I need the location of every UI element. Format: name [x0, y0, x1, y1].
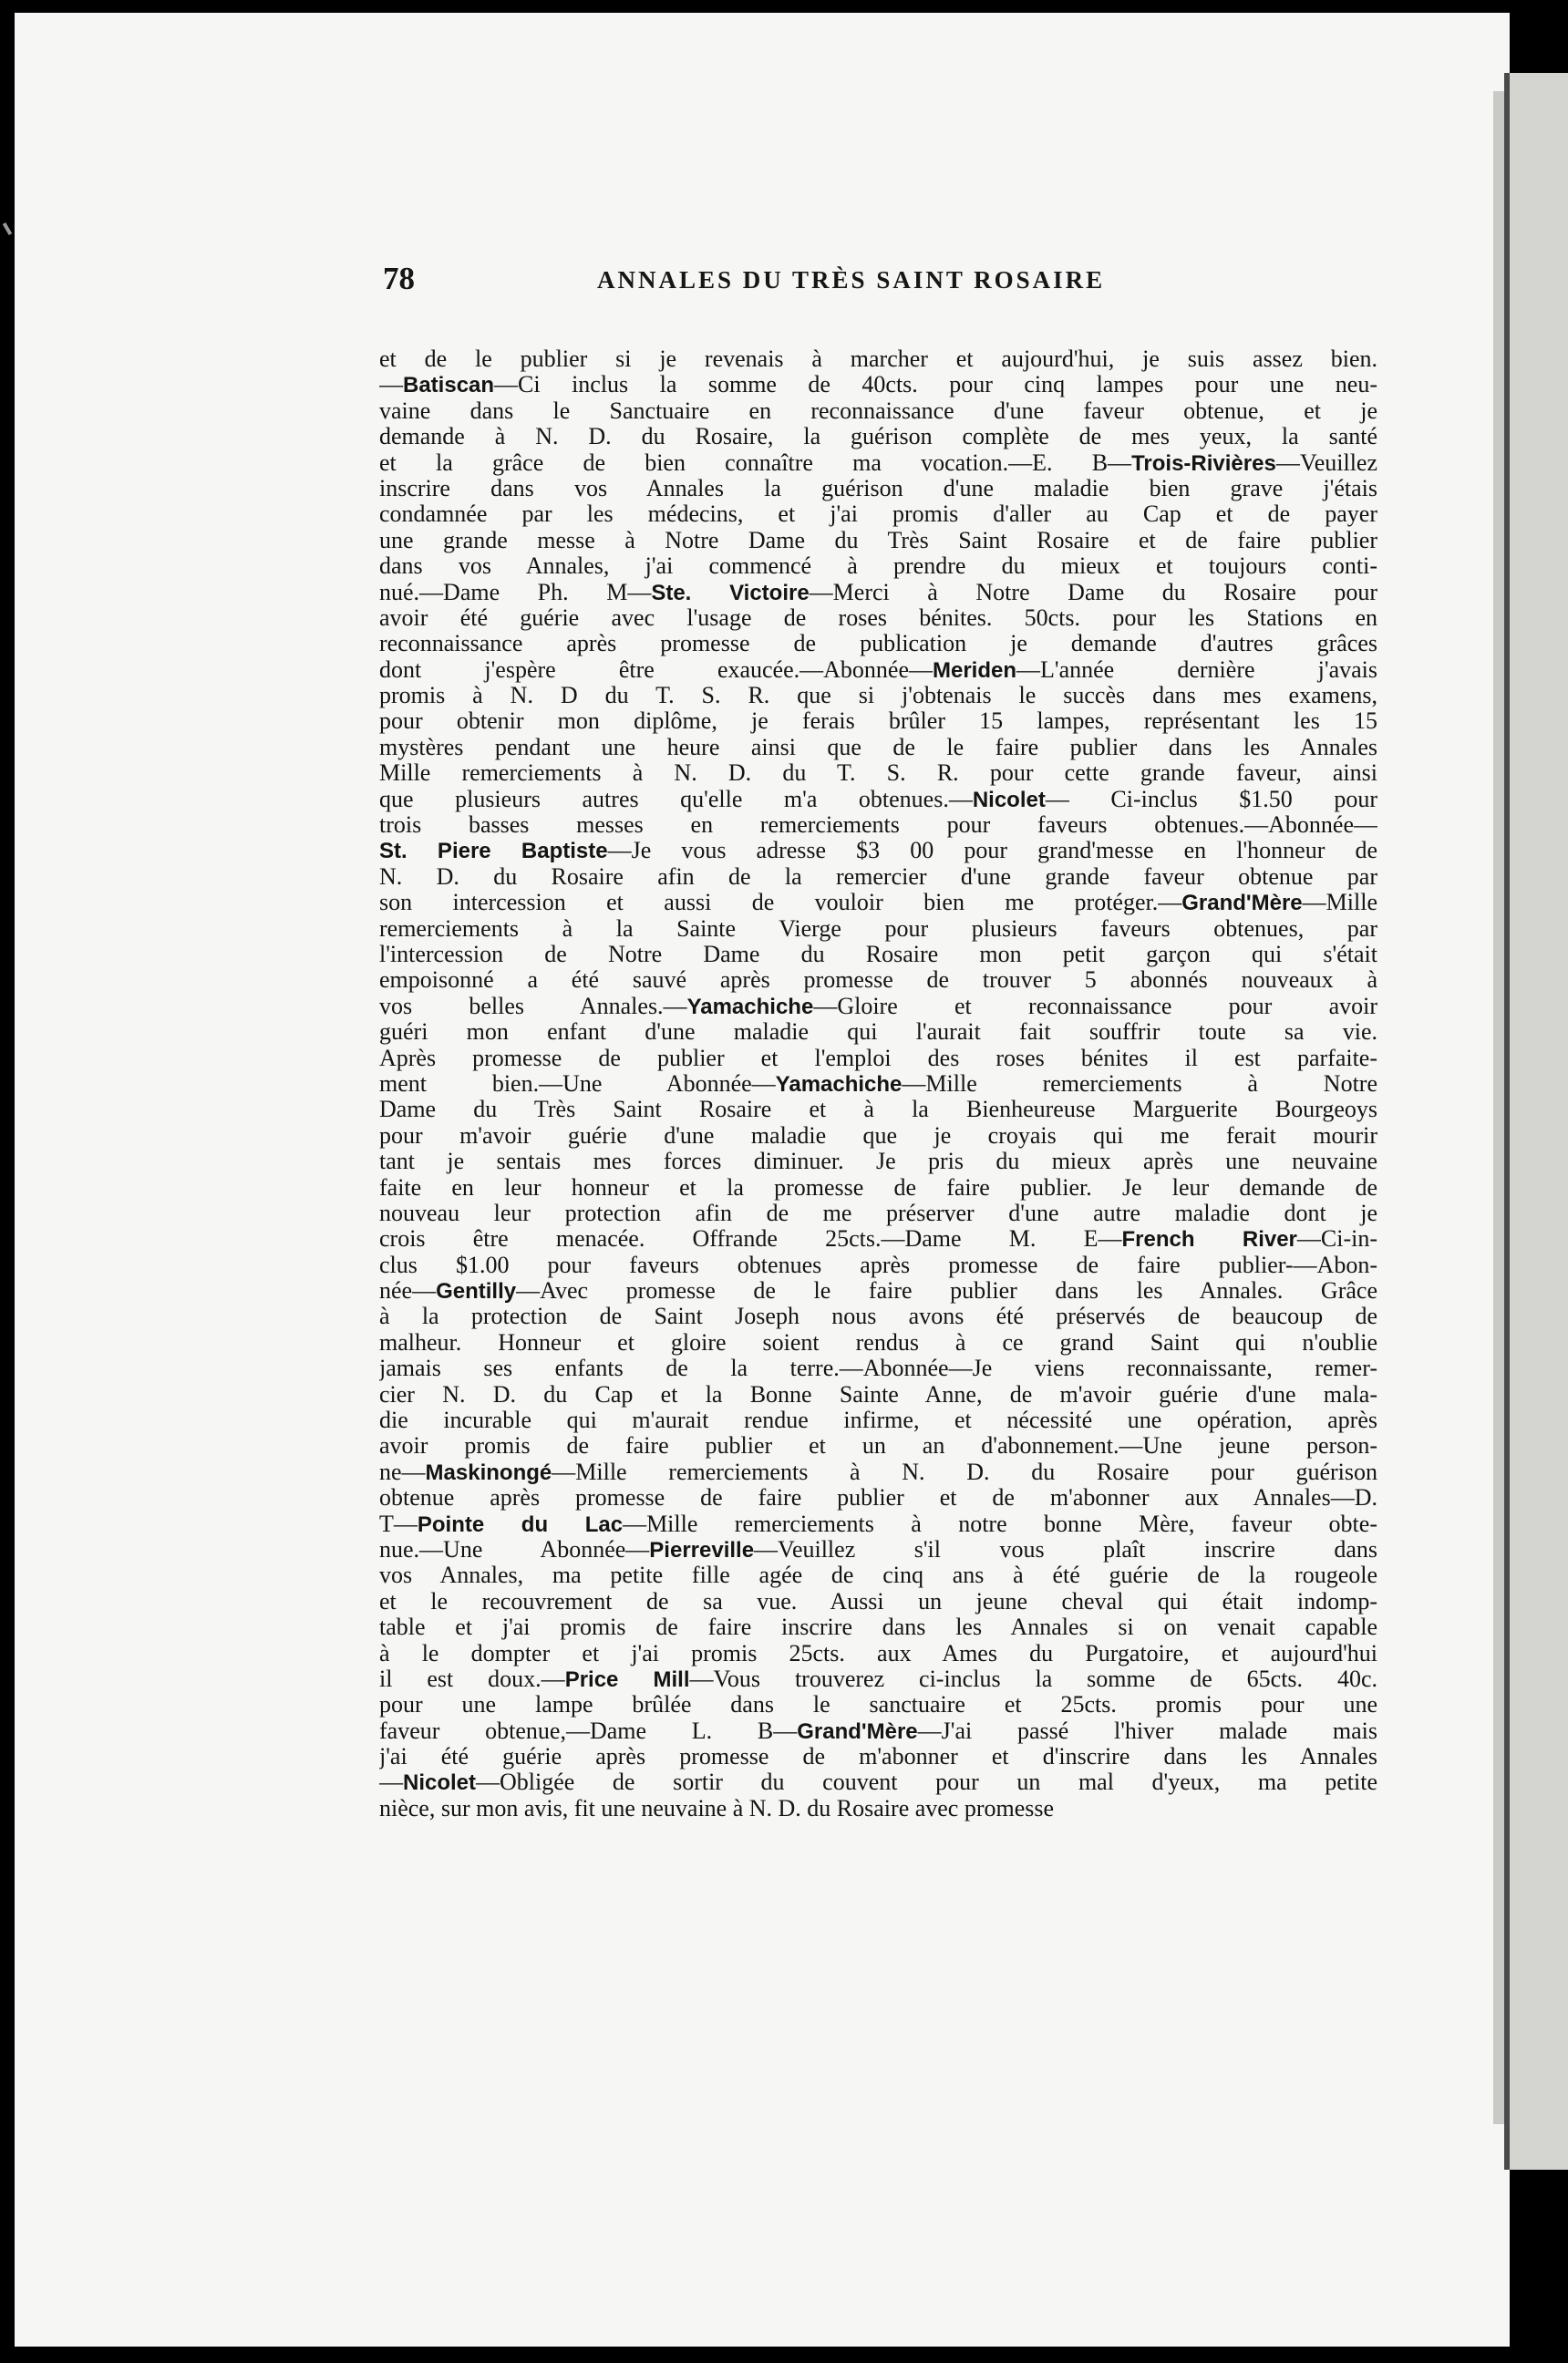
text-line	[379, 1226, 1377, 1252]
text-segment: obtenue après promesse de faire publier et de m'abonner aux Annales—D.	[379, 1485, 1377, 1512]
place-name: Yamachiche	[686, 994, 814, 1019]
text-line	[379, 605, 1377, 631]
text-segment: vos Annales, ma petite fille agée de cinq ans à été guérie de la rougeole	[379, 1563, 1377, 1589]
text-segment: —Mille remerciements à N. D. du Rosaire pour guérison	[552, 1459, 1377, 1485]
text-segment: à la protection de Saint Joseph nous avons été préservés de beaucoup de	[379, 1304, 1377, 1330]
text-line	[379, 553, 1377, 579]
text-segment: l'intercession de Notre Dame du Rosaire mon petit garçon qui s'était	[379, 941, 1377, 967]
text-line	[379, 890, 1377, 915]
text-segment: —J'ai passé l'hiver malade mais	[917, 1718, 1377, 1744]
text-segment: —	[379, 1770, 403, 1796]
scan-speck	[3, 222, 12, 235]
text-segment: faite en leur honneur et la promesse de faire publier. Je leur demande de	[379, 1174, 1377, 1201]
text-segment: ment bien.—Une Abonnée—	[379, 1070, 776, 1097]
text-segment: ne—	[379, 1459, 426, 1485]
text-segment: —Ci inclus la somme de 40cts. pour cinq lampes pour une neu-	[494, 372, 1377, 398]
text-line	[379, 1019, 1377, 1045]
text-segment: —Veuillez	[1275, 449, 1377, 476]
text-segment: avoir promis de faire publier et un an d'abonnement.—Une jeune person-	[379, 1433, 1377, 1460]
text-line	[379, 942, 1377, 967]
place-name: Batiscan	[403, 373, 495, 398]
text-line	[379, 346, 1377, 372]
text-segment: nièce, sur mon avis, fit une neuvaine à N. D. du Rosaire avec promesse	[379, 1795, 1055, 1821]
text-segment: cier N. D. du Cap et la Bonne Sainte Anne, de m'avoir guérie d'une mala-	[379, 1381, 1377, 1408]
text-line	[379, 708, 1377, 734]
text-segment: pour obtenir mon diplôme, je ferais brûler 15 lampes, représentant les 15	[379, 708, 1377, 735]
place-name: Grand'Mère	[1181, 891, 1303, 916]
text-line	[379, 864, 1377, 890]
text-segment: demande à N. D. du Rosaire, la guérison complète de mes yeux, la santé	[379, 424, 1377, 450]
body-text	[379, 346, 1377, 1821]
text-line	[379, 1512, 1377, 1537]
text-segment: avoir été guérie avec l'usage de roses bénites. 50cts. pour les Stations en	[379, 604, 1377, 631]
text-segment: trois basses messes en remerciements pour faveurs obtenues.—Abonnée—	[379, 812, 1377, 839]
place-name: Pointe du Lac	[417, 1512, 624, 1537]
text-line	[379, 1589, 1377, 1615]
text-line	[379, 1770, 1377, 1795]
text-segment: —Ci-in-	[1296, 1226, 1377, 1253]
text-line	[379, 760, 1377, 786]
text-segment: reconnaissance après promesse de publication je demande d'autres grâces	[379, 631, 1377, 657]
text-segment: —Mille remerciements à Notre	[902, 1070, 1377, 1097]
text-segment: guéri mon enfant d'une maladie qui l'aurait fait souffrir toute sa vie.	[379, 1019, 1377, 1046]
text-line	[379, 1278, 1377, 1304]
place-name: Nicolet	[972, 787, 1046, 812]
text-line	[379, 1330, 1377, 1356]
text-segment: remerciements à la Sainte Vierge pour plusieurs faveurs obtenues, par	[379, 915, 1377, 942]
place-name: Trois-Rivières	[1131, 450, 1276, 476]
text-segment: —Merci à Notre Dame du Rosaire pour	[809, 579, 1377, 605]
place-name: Pierreville	[649, 1537, 755, 1563]
text-line	[379, 683, 1377, 708]
text-line	[379, 838, 1377, 863]
text-segment: il est doux.—	[379, 1666, 565, 1692]
text-segment: —Obligée de sortir du couvent pour un mal d'yeux, ma petite	[476, 1770, 1377, 1796]
text-line	[379, 967, 1377, 993]
text-line	[379, 450, 1377, 476]
text-segment: jamais ses enfants de la terre.—Abonnée—Je viens reconnaissante, remer-	[379, 1356, 1377, 1382]
text-line	[379, 1356, 1377, 1381]
text-line	[379, 476, 1377, 501]
text-segment: promis à N. D du T. S. R. que si j'obtenais le succès dans mes examens,	[379, 683, 1377, 709]
text-line	[379, 916, 1377, 942]
text-segment: crois être menacée. Offrande 25cts.—Dame M. E—	[379, 1226, 1122, 1253]
text-segment: Après promesse de publier et l'emploi des roses bénites il est parfaite-	[379, 1045, 1377, 1071]
text-segment: —	[379, 372, 403, 398]
text-segment: die incurable qui m'aurait rendue infirme, et nécessité une opération, après	[379, 1408, 1377, 1434]
text-line	[379, 994, 1377, 1019]
text-line	[379, 580, 1377, 605]
text-line	[379, 501, 1377, 527]
text-line	[379, 1408, 1377, 1433]
text-line	[379, 398, 1377, 424]
text-segment: —Mille remerciements à notre bonne Mère, faveur obte-	[623, 1511, 1377, 1537]
text-line	[379, 812, 1377, 838]
place-name: St. Piere Baptiste	[379, 839, 608, 864]
text-line	[379, 657, 1377, 683]
text-line	[379, 1382, 1377, 1408]
page-number: 78	[383, 261, 415, 296]
text-segment: — Ci-inclus $1.50 pour	[1045, 786, 1377, 812]
text-segment: à le dompter et j'ai promis 25cts. aux Ames du Purgatoire, et aujourd'hui	[379, 1640, 1377, 1666]
text-segment: Mille remerciements à N. D. du T. S. R. pour cette grande faveur, ainsi	[379, 760, 1377, 787]
text-segment: mystères pendant une heure ainsi que de le faire publier dans les Annales	[379, 734, 1377, 760]
text-line	[379, 1563, 1377, 1588]
text-segment: malheur. Honneur et gloire soient rendus à ce grand Saint qui n'oublie	[379, 1329, 1377, 1356]
text-segment: vaine dans le Sanctuaire en reconnaissance d'une faveur obtenue, et je	[379, 397, 1377, 424]
text-segment: que plusieurs autres qu'elle m'a obtenues.—	[379, 786, 973, 812]
text-line	[379, 1175, 1377, 1201]
text-segment: et le recouvrement de sa vue. Aussi un jeune cheval qui était indomp-	[379, 1588, 1377, 1615]
text-line	[379, 1796, 1377, 1821]
text-segment: pour une lampe brûlée dans le sanctuaire et 25cts. promis pour une	[379, 1692, 1377, 1718]
place-name: Maskinongé	[425, 1460, 552, 1485]
text-segment: faveur obtenue,—Dame L. B—	[379, 1718, 798, 1744]
text-line	[379, 1692, 1377, 1718]
text-line	[379, 787, 1377, 812]
place-name: Grand'Mère	[797, 1718, 918, 1744]
text-segment: une grande messe à Notre Dame du Très Saint Rosaire et de faire publier	[379, 527, 1377, 553]
text-line	[379, 1537, 1377, 1563]
text-line	[379, 1615, 1377, 1640]
place-name: Price Mill	[564, 1666, 690, 1692]
running-header	[383, 261, 1395, 301]
text-line	[379, 1744, 1377, 1770]
text-segment: vos belles Annales.—	[379, 993, 687, 1019]
text-segment: et la grâce de bien connaître ma vocation.—E. B—	[379, 449, 1132, 476]
text-line	[379, 1201, 1377, 1226]
text-line	[379, 1485, 1377, 1511]
text-segment: —Vous trouverez ci-inclus la somme de 65cts. 40c.	[689, 1666, 1377, 1692]
place-name: Gentilly	[436, 1279, 517, 1305]
text-line	[379, 1641, 1377, 1666]
text-line	[379, 1304, 1377, 1329]
text-segment: —Je vous adresse $3 00 pour grand'messe en l'honneur de	[607, 838, 1377, 864]
text-segment: N. D. du Rosaire afin de la remercier d'une grande faveur obtenue par	[379, 863, 1377, 890]
text-segment: née—	[379, 1278, 437, 1305]
text-segment: nue.—Une Abonnée—	[379, 1536, 650, 1563]
place-name: Ste. Victoire	[651, 580, 810, 605]
text-segment: dont j'espère être exaucée.—Abonnée—	[379, 656, 933, 683]
page-edge-shadow	[1493, 91, 1504, 2124]
text-segment: pour m'avoir guérie d'une maladie que je croyais qui me ferait mourir	[379, 1122, 1377, 1149]
text-line	[379, 1718, 1377, 1744]
text-line	[379, 631, 1377, 656]
text-segment: —Avec promesse de le faire publier dans les Annales. Grâce	[516, 1278, 1377, 1305]
place-name: Yamachiche	[775, 1071, 903, 1097]
text-segment: Dame du Très Saint Rosaire et à la Bienheureuse Marguerite Bourgeoys	[379, 1097, 1377, 1123]
text-line	[379, 1071, 1377, 1097]
place-name: French River	[1121, 1227, 1297, 1253]
text-line	[379, 1046, 1377, 1071]
next-page-edge	[1510, 73, 1568, 2170]
text-segment: j'ai été guérie après promesse de m'abonner et d'inscrire dans les Annales	[379, 1744, 1377, 1770]
text-segment: inscrire dans vos Annales la guérison d'une maladie bien grave j'étais	[379, 475, 1377, 501]
text-segment: clus $1.00 pour faveurs obtenues après promesse de faire publier-—Abon-	[379, 1252, 1377, 1278]
running-title: ANNALES DU TRÈS SAINT ROSAIRE	[597, 266, 1106, 294]
text-segment: —Gloire et reconnaissance pour avoir	[813, 993, 1377, 1019]
text-line	[379, 1149, 1377, 1174]
text-segment: et de le publier si je revenais à marcher et aujourd'hui, je suis assez bien.	[379, 346, 1377, 372]
text-line	[379, 1666, 1377, 1692]
text-line	[379, 735, 1377, 760]
text-line	[379, 1253, 1377, 1278]
text-segment: son intercession et aussi de vouloir bien me protéger.—	[379, 890, 1182, 916]
text-segment: —Mille	[1302, 890, 1377, 916]
text-line	[379, 372, 1377, 397]
text-line	[379, 528, 1377, 553]
text-line	[379, 1433, 1377, 1459]
text-segment: condamnée par les médecins, et j'ai promis d'aller au Cap et de payer	[379, 501, 1377, 528]
place-name: Nicolet	[403, 1770, 477, 1796]
place-name: Meriden	[933, 657, 1017, 683]
text-segment: —Veuillez s'il vous plaît inscrire dans	[754, 1536, 1377, 1563]
text-segment: table et j'ai promis de faire inscrire dans les Annales si on venait capable	[379, 1615, 1377, 1641]
text-segment: T—	[379, 1511, 418, 1537]
text-line	[379, 1123, 1377, 1149]
text-line	[379, 1460, 1377, 1485]
text-line	[379, 1097, 1377, 1122]
text-line	[379, 424, 1377, 449]
text-segment: nué.—Dame Ph. M—	[379, 579, 652, 605]
text-segment: empoisonné a été sauvé après promesse de trouver 5 abonnés nouveaux à	[379, 967, 1377, 994]
text-segment: tant je sentais mes forces diminuer. Je pris du mieux après une neuvaine	[379, 1149, 1377, 1175]
text-segment: nouveau leur protection afin de me préserver d'une autre maladie dont je	[379, 1200, 1377, 1226]
text-segment: dans vos Annales, j'ai commencé à prendre du mieux et toujours conti-	[379, 553, 1377, 580]
text-segment: —L'année dernière j'avais	[1016, 656, 1377, 683]
